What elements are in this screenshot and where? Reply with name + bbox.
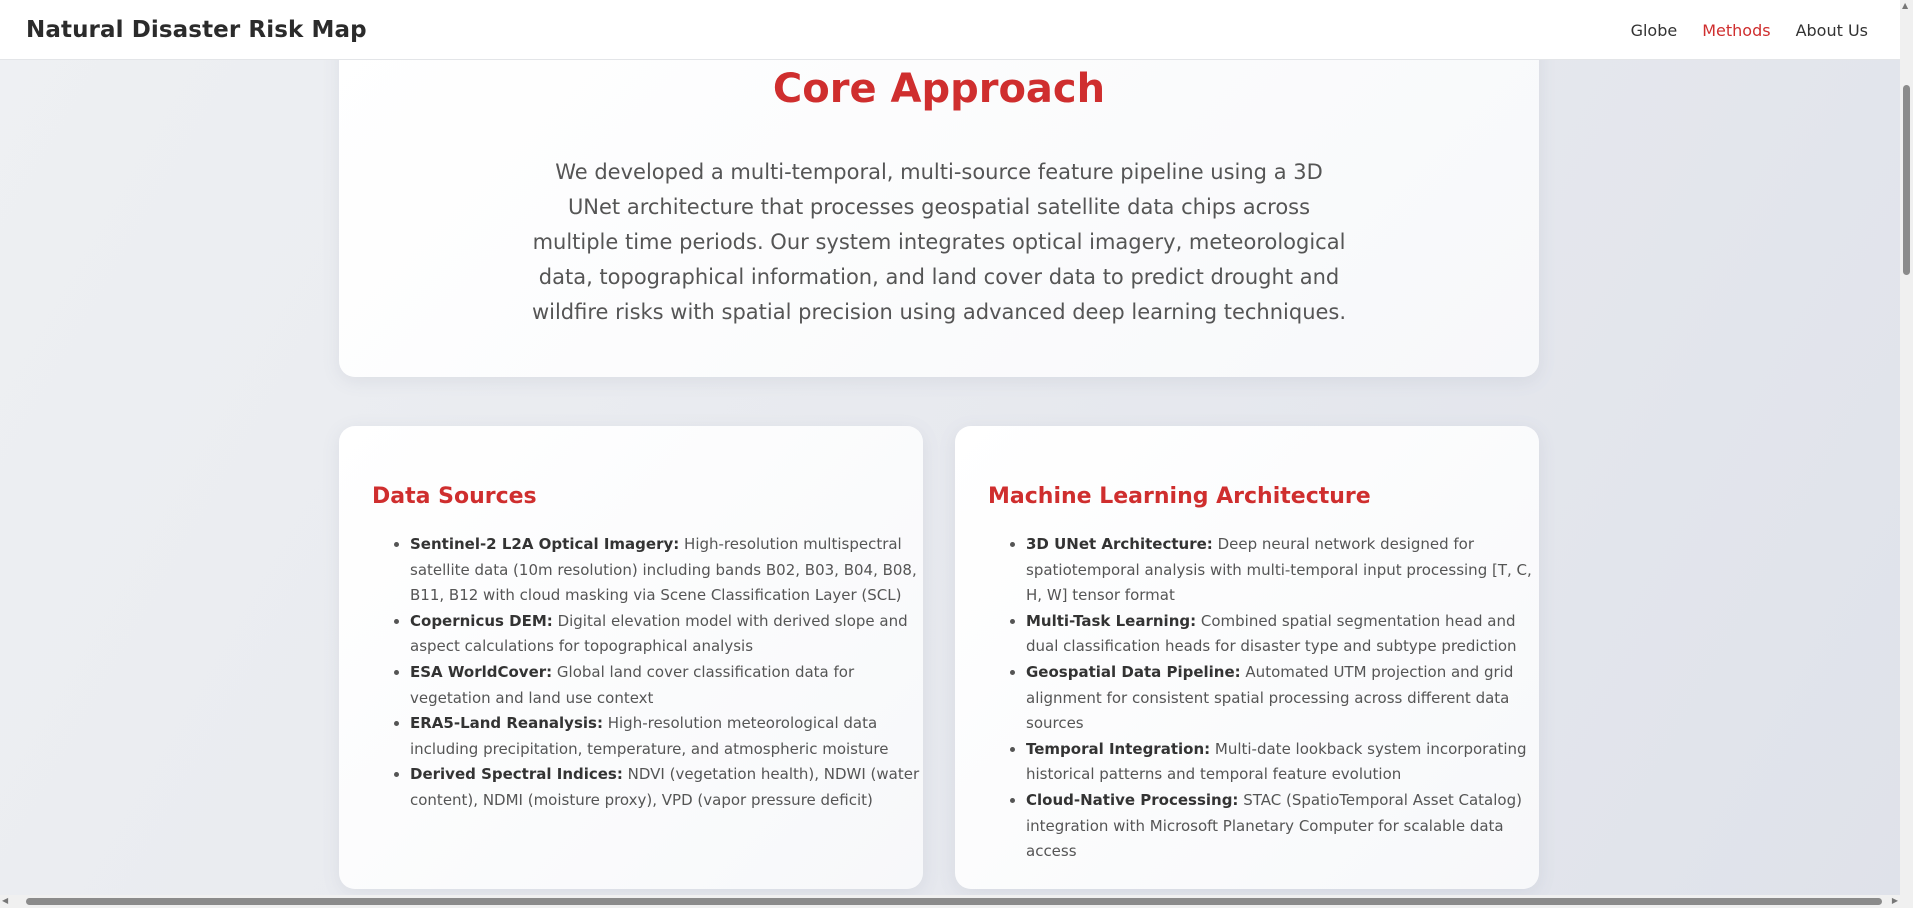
scroll-right-arrow-icon[interactable]: ▶ xyxy=(1891,896,1898,905)
list-item-term: Copernicus DEM: xyxy=(410,611,553,630)
scroll-up-arrow-icon[interactable]: ▲ xyxy=(1902,1,1909,10)
vertical-scrollbar-thumb[interactable] xyxy=(1903,85,1910,275)
list-item xyxy=(1026,532,1541,609)
scroll-left-arrow-icon[interactable]: ◀ xyxy=(2,896,9,905)
data-sources-title: Data Sources xyxy=(372,484,537,509)
list-item-text: Automated UTM projection and grid alignment for consistent spatial processing across different data sources xyxy=(1026,662,1514,733)
brand-title[interactable]: Natural Disaster Risk Map xyxy=(26,17,367,43)
ml-architecture-card xyxy=(955,426,1539,889)
nav-link-methods[interactable]: Methods xyxy=(1702,21,1771,40)
list-item xyxy=(1026,737,1541,788)
list-item xyxy=(410,762,925,813)
data-sources-card xyxy=(339,426,923,889)
top-navbar xyxy=(0,0,1900,60)
nav-links xyxy=(1631,21,1868,40)
list-item-term: Multi-Task Learning: xyxy=(1026,611,1197,630)
list-item xyxy=(1026,788,1541,865)
data-sources-list xyxy=(391,532,925,814)
list-item-text: Global land cover classification data for vegetation and land use context xyxy=(410,662,855,707)
core-approach-description: We developed a multi-temporal, multi-source feature pipeline using a 3D UNet architecture that processes geospatial satellite data chips across multiple time periods. Our system integrates optical imagery, meteorological data, topographical information, and land cover data to predict drought and wildfire risks with spatial precision using advanced deep learning techniques. xyxy=(531,160,1347,324)
core-approach-card xyxy=(339,30,1539,377)
list-item-text: High-resolution multispectral satellite data (10m resolution) including bands B02, B03, B04, B08, B11, B12 with cloud masking via Scene Classification Layer (SCL) xyxy=(410,535,917,605)
list-item-term: 3D UNet Architecture: xyxy=(1026,535,1213,553)
list-item-text: Digital elevation model with derived slope and aspect calculations for topographical analysis xyxy=(410,611,908,656)
list-item xyxy=(410,711,925,762)
list-item-text: Combined spatial segmentation head and dual classification heads for disaster type and subtype prediction xyxy=(1026,611,1517,656)
list-item-text: NDVI (vegetation health), NDWI (water content), NDMI (moisture proxy), VPD (vapor pressure deficit) xyxy=(410,765,920,809)
list-item xyxy=(410,660,925,711)
list-item xyxy=(1026,609,1541,660)
list-item-term: ERA5-Land Reanalysis: xyxy=(410,714,603,733)
nav-link-globe[interactable]: Globe xyxy=(1630,21,1678,40)
list-item-term: Sentinel-2 L2A Optical Imagery: xyxy=(410,535,680,553)
list-item xyxy=(1026,660,1541,737)
list-item-term: Derived Spectral Indices: xyxy=(410,765,623,784)
vertical-scrollbar[interactable] xyxy=(1900,0,1913,895)
scrollbar-corner xyxy=(1900,895,1913,908)
list-item-text: Multi-date lookback system incorporating historical patterns and temporal feature evolution xyxy=(1026,739,1527,784)
list-item-term: ESA WorldCover: xyxy=(410,662,553,681)
list-item xyxy=(410,609,925,660)
list-item-term: Geospatial Data Pipeline: xyxy=(1026,662,1241,681)
list-item xyxy=(410,532,925,609)
list-item-text: STAC (SpatioTemporal Asset Catalog) integration with Microsoft Planetary Computer for scalable data access xyxy=(1026,790,1522,861)
ml-architecture-list xyxy=(1007,532,1541,865)
list-item-text: High-resolution meteorological data including precipitation, temperature, and atmospheric moisture xyxy=(410,714,889,758)
core-approach-title: Core Approach xyxy=(772,66,1106,112)
list-item-term: Cloud-Native Processing: xyxy=(1026,790,1239,809)
ml-architecture-title: Machine Learning Architecture xyxy=(988,484,1371,509)
list-item-text: Deep neural network designed for spatiotemporal analysis with multi-temporal input processing [T, C, H, W] tensor format xyxy=(1026,535,1532,605)
list-item-term: Temporal Integration: xyxy=(1026,739,1211,758)
horizontal-scrollbar-thumb[interactable] xyxy=(26,898,1882,905)
horizontal-scrollbar[interactable] xyxy=(0,895,1900,908)
nav-link-about-us[interactable]: About Us xyxy=(1795,21,1868,40)
